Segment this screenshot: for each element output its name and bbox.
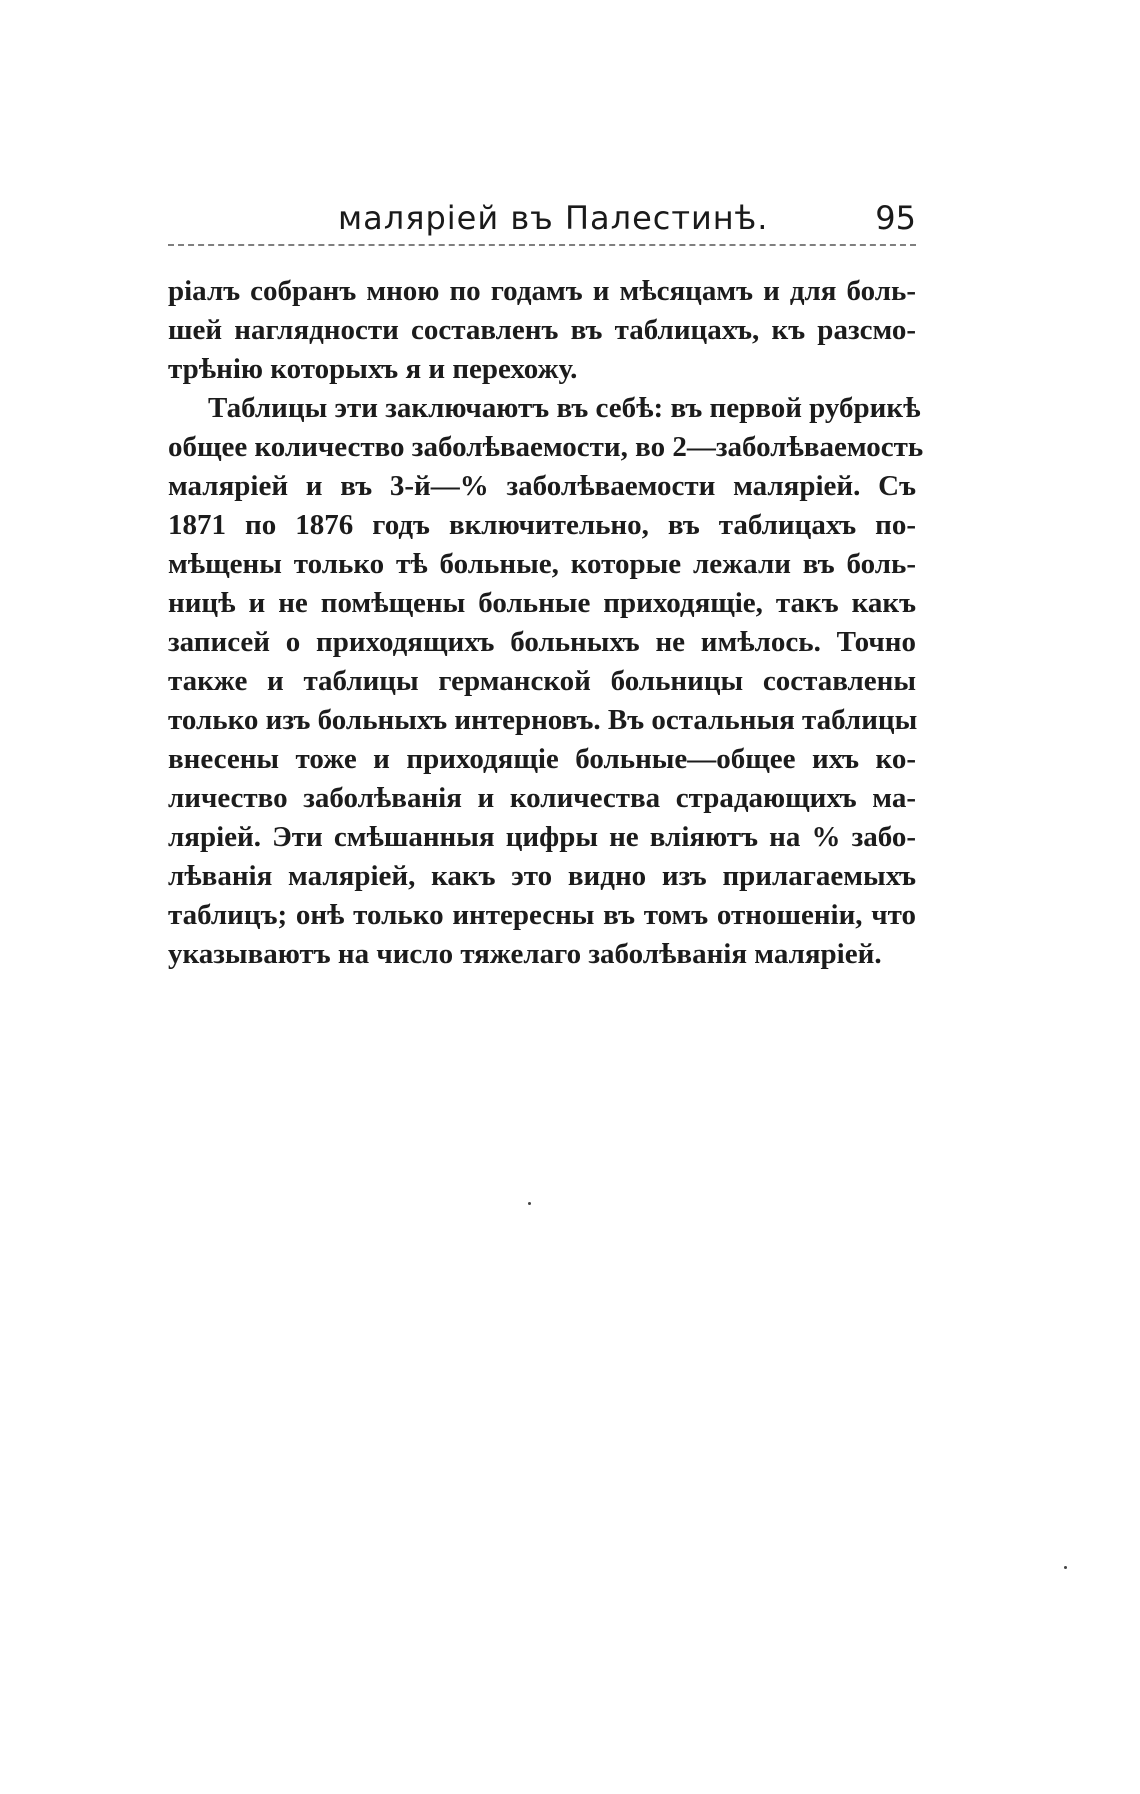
text-line: общее количество заболѣваемости, во 2—заболѣваемость [168,431,924,463]
page-number: 95 [875,199,916,237]
text-line: ляріей. Эти смѣшанныя цифры не вліяютъ на % забо- [168,821,916,853]
text-line: ницѣ и не помѣщены больные приходящіе, такъ какъ [168,587,916,619]
print-speck [1064,1566,1067,1569]
text-line: лѣванія маляріей, какъ это видно изъ прилагаемыхъ [168,860,916,892]
text-line: таблицъ; онѣ только интересны въ томъ отношеніи, что [168,899,916,931]
text-line: также и таблицы германской больницы составлены [168,665,916,697]
text-line: ріалъ собранъ мною по годамъ и мѣсяцамъ и для боль- [168,275,916,307]
text-line: Таблицы эти заключаютъ въ себѣ: въ первой рубрикѣ [208,392,921,424]
text-line: трѣнію которыхъ я и перехожу. [168,353,578,385]
body-text [168,272,924,974]
text-line: внесены тоже и приходящіе больные—общее ихъ ко- [168,743,916,775]
print-speck [528,1202,531,1205]
text-line: указываютъ на число тяжелаго заболѣванія маляріей. [168,938,882,970]
text-line: мѣщены только тѣ больные, которые лежали въ боль- [168,548,916,580]
text-line: 1871 по 1876 годъ включительно, въ таблицахъ по- [168,509,916,541]
text-line: личество заболѣванія и количества страдающихъ ма- [168,782,916,814]
text-line: только изъ больныхъ интерновъ. Въ остальныя таблицы [168,704,918,736]
text-line: записей о приходящихъ больныхъ не имѣлось. Точно [168,626,916,658]
text-line: маляріей и въ 3-й—% заболѣваемости маляріей. Съ [168,470,916,502]
text-line: шей наглядности составленъ въ таблицахъ, къ разсмо- [168,314,916,346]
running-title: маляріей въ Палестинѣ. [338,199,769,237]
header-rule [168,244,916,246]
running-head [168,196,916,242]
